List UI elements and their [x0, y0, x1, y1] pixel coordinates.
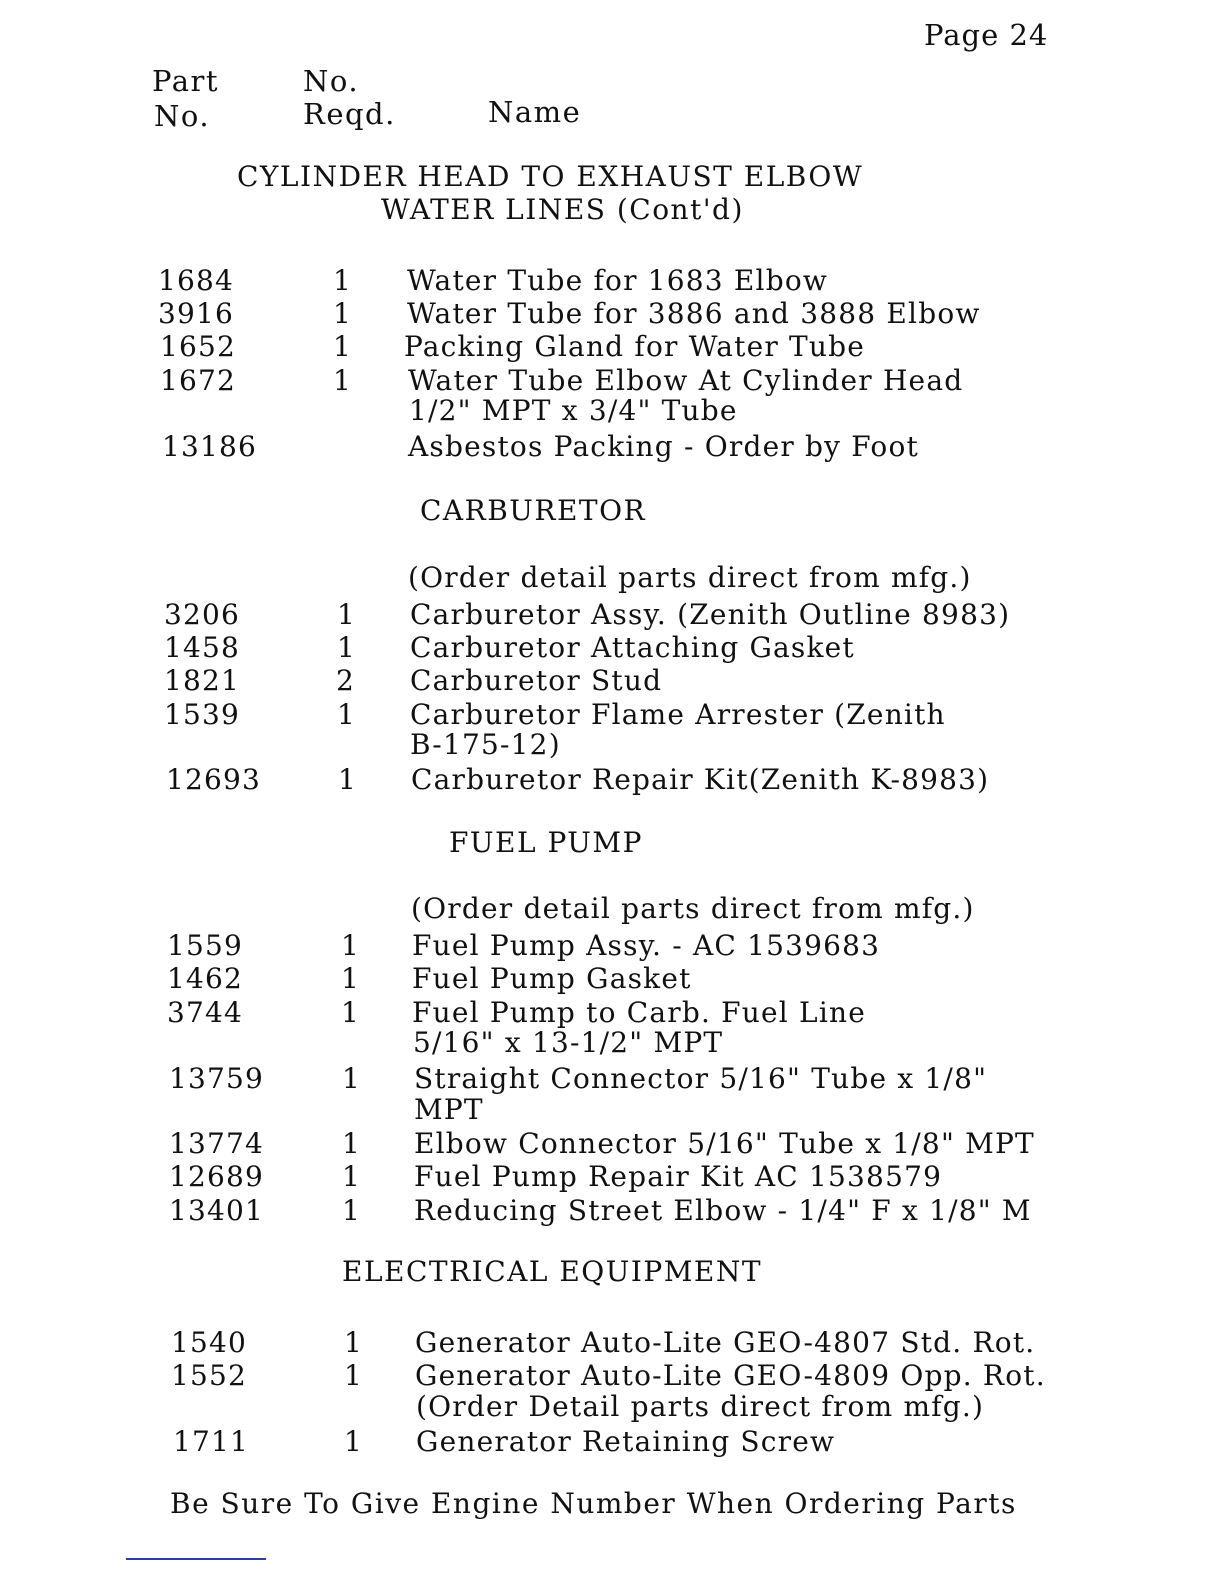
quantity: 1 — [333, 264, 353, 297]
part-name: Straight Connector 5/16" Tube x 1/8" — [414, 1062, 988, 1095]
part-number: 1552 — [171, 1359, 248, 1392]
quantity: 1 — [344, 1425, 364, 1458]
part-number: 3744 — [167, 996, 244, 1029]
section-title: WATER LINES (Cont'd) — [381, 193, 744, 226]
part-name-continued: MPT — [414, 1093, 484, 1126]
part-name-continued: (Order Detail parts direct from mfg.) — [416, 1390, 985, 1423]
part-number: 3206 — [164, 598, 241, 631]
part-number: 1821 — [164, 664, 241, 697]
quantity: 1 — [341, 996, 361, 1029]
column-header-part-line2: No. — [154, 99, 211, 133]
part-name: Fuel Pump Gasket — [412, 962, 692, 995]
section-title: FUEL PUMP — [449, 826, 643, 859]
part-number: 3916 — [158, 297, 235, 330]
quantity: 1 — [338, 763, 358, 796]
table-row — [158, 297, 1058, 331]
table-row — [162, 430, 1062, 464]
column-header-part-line1: Part — [152, 64, 220, 98]
part-number: 1462 — [167, 962, 244, 995]
part-name: Water Tube for 3886 and 3888 Elbow — [407, 297, 981, 330]
part-name: Water Tube Elbow At Cylinder Head — [408, 364, 964, 397]
part-number: 1458 — [164, 631, 241, 664]
quantity: 1 — [337, 698, 357, 731]
quantity: 1 — [333, 364, 353, 397]
part-name-continued: 5/16" x 13-1/2" MPT — [413, 1026, 724, 1059]
quantity: 1 — [337, 598, 357, 631]
section-note: (Order detail parts direct from mfg.) — [408, 561, 972, 594]
part-number: 1672 — [160, 364, 237, 397]
page-number: Page 24 — [924, 18, 1049, 52]
part-number: 13759 — [169, 1062, 265, 1095]
table-row — [171, 1359, 1081, 1393]
part-number: 1539 — [164, 698, 241, 731]
section-title: ELECTRICAL EQUIPMENT — [342, 1255, 763, 1288]
quantity: 1 — [342, 1160, 362, 1193]
quantity: 1 — [342, 1127, 362, 1160]
part-number: 1711 — [173, 1425, 250, 1458]
part-name: Fuel Pump Assy. - AC 1539683 — [412, 929, 881, 962]
part-number: 13774 — [169, 1127, 265, 1160]
part-name-continued: B-175-12) — [410, 728, 561, 761]
quantity: 1 — [341, 962, 361, 995]
quantity: 1 — [333, 330, 353, 363]
table-row — [166, 763, 1066, 797]
table-row — [164, 698, 1064, 732]
quantity: 1 — [342, 1062, 362, 1095]
quantity: 1 — [333, 297, 353, 330]
table-row — [173, 1425, 1073, 1459]
part-number: 1652 — [160, 330, 237, 363]
part-name: Fuel Pump to Carb. Fuel Line — [412, 996, 867, 1029]
section-title: CARBURETOR — [420, 494, 647, 527]
table-row — [169, 1062, 1069, 1096]
part-number: 13401 — [169, 1194, 265, 1227]
part-number: 1540 — [171, 1326, 248, 1359]
part-name: Carburetor Stud — [410, 664, 663, 697]
quantity: 1 — [344, 1359, 364, 1392]
section-title: CYLINDER HEAD TO EXHAUST ELBOW — [237, 160, 864, 193]
part-number: 1559 — [167, 929, 244, 962]
table-row — [164, 664, 1064, 698]
quantity: 1 — [344, 1326, 364, 1359]
column-header-name: Name — [488, 95, 582, 129]
table-row — [169, 1194, 1089, 1228]
footer-note: Be Sure To Give Engine Number When Ordering Parts — [170, 1487, 1017, 1520]
part-name: Generator Auto-Lite GEO-4809 Opp. Rot. — [415, 1359, 1046, 1392]
part-name: Packing Gland for Water Tube — [404, 330, 866, 363]
bottom-rule — [126, 1558, 266, 1560]
part-number: 1684 — [158, 264, 235, 297]
part-number: 13186 — [162, 430, 258, 463]
part-name: Carburetor Flame Arrester (Zenith — [410, 698, 946, 731]
column-header-qty-line2: Reqd. — [303, 97, 396, 131]
table-row — [160, 330, 1060, 364]
table-row — [167, 929, 1067, 963]
table-row — [169, 1127, 1079, 1161]
part-number: 12693 — [166, 763, 262, 796]
part-name: Elbow Connector 5/16" Tube x 1/8" MPT — [414, 1127, 1035, 1160]
part-name: Asbestos Packing - Order by Foot — [408, 430, 919, 463]
table-row — [167, 996, 1067, 1030]
part-name: Generator Retaining Screw — [416, 1425, 836, 1458]
part-name: Carburetor Attaching Gasket — [410, 631, 855, 664]
part-name: Carburetor Repair Kit(Zenith K-8983) — [411, 763, 990, 796]
quantity: 2 — [336, 664, 356, 697]
part-name: Carburetor Assy. (Zenith Outline 8983) — [410, 598, 1011, 631]
quantity: 1 — [341, 929, 361, 962]
part-name-continued: 1/2" MPT x 3/4" Tube — [409, 394, 738, 427]
table-row — [169, 1160, 1069, 1194]
table-row — [164, 631, 1064, 665]
part-name: Generator Auto-Lite GEO-4807 Std. Rot. — [415, 1326, 1036, 1359]
table-row — [171, 1326, 1081, 1360]
part-name: Fuel Pump Repair Kit AC 1538579 — [414, 1160, 943, 1193]
table-row — [158, 264, 1058, 298]
table-row — [160, 364, 1060, 398]
quantity: 1 — [342, 1194, 362, 1227]
table-row — [167, 962, 1067, 996]
part-name: Water Tube for 1683 Elbow — [407, 264, 829, 297]
part-name: Reducing Street Elbow - 1/4" F x 1/8" M — [414, 1194, 1032, 1227]
column-header-qty-line1: No. — [303, 64, 360, 98]
quantity: 1 — [337, 631, 357, 664]
section-note: (Order detail parts direct from mfg.) — [411, 892, 975, 925]
table-row — [164, 598, 1064, 632]
part-number: 12689 — [169, 1160, 265, 1193]
